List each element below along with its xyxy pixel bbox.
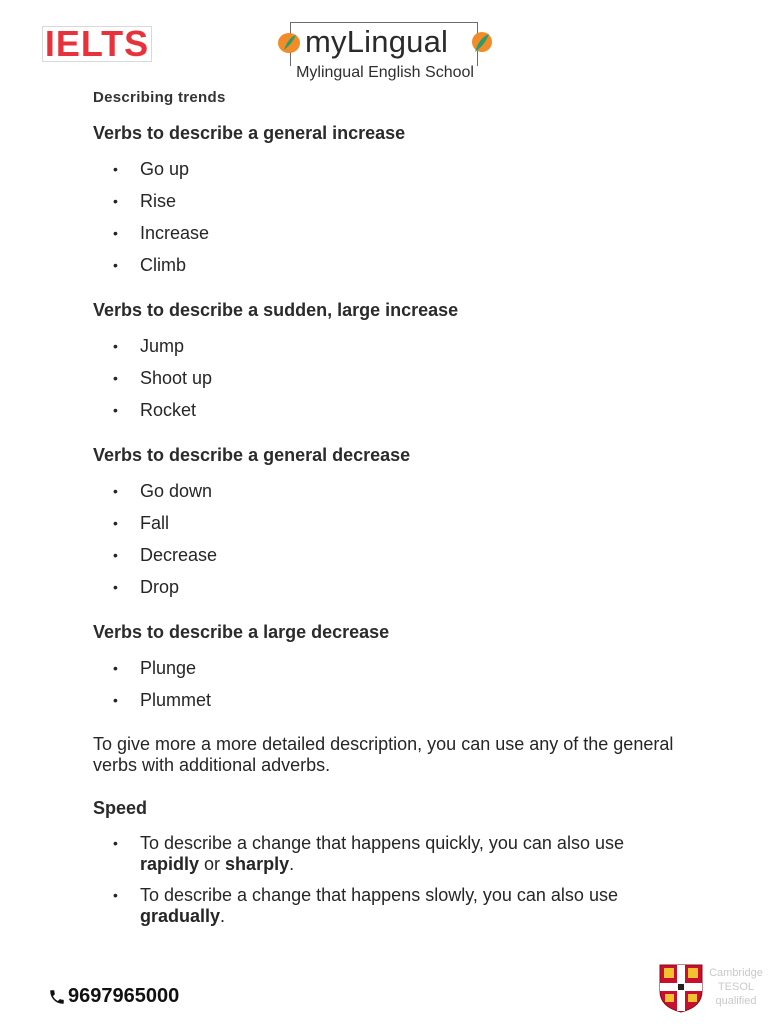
list-item: • Drop: [93, 576, 683, 608]
verb-list: [93, 158, 683, 286]
list-item: • Go down: [93, 480, 683, 512]
bold-term: sharply: [225, 854, 290, 874]
text-run: .: [289, 854, 295, 874]
list-item: • Rise: [93, 190, 683, 222]
speed-heading: Speed: [93, 798, 148, 818]
verb-list: [93, 335, 683, 431]
section-large-decrease: [93, 621, 683, 721]
brand-subtitle: Mylingual English School: [296, 64, 474, 81]
list-item: • Shoot up: [93, 367, 683, 399]
list-item: • Decrease: [93, 544, 683, 576]
section-heading: Verbs to describe a large decrease: [93, 622, 390, 642]
section-general-decrease: [93, 444, 683, 608]
section-heading: Verbs to describe a sudden, large increase: [93, 300, 459, 320]
brand-name: myLingual: [305, 24, 449, 59]
text-run: or: [199, 854, 226, 874]
text-run: To describe a change that happens quickly, you can also use: [140, 833, 624, 853]
bold-term: rapidly: [140, 854, 200, 874]
section-general-increase: [93, 122, 683, 286]
text-run: To describe a change that happens slowly, you can also use: [140, 885, 618, 905]
ielts-logo: IELTS: [42, 26, 152, 62]
text-run: .: [220, 906, 226, 926]
cambridge-crest-icon: [658, 963, 704, 1013]
phone-icon: [48, 988, 66, 1006]
phone-contact: [48, 985, 179, 1008]
section-heading: Verbs to describe a general increase: [93, 123, 406, 143]
list-item: • Rocket: [93, 399, 683, 431]
section-heading: Verbs to describe a general decrease: [93, 445, 411, 465]
list-item: • Go up: [93, 158, 683, 190]
phone-number: 9697965000: [68, 985, 180, 1007]
badge-line: qualified: [715, 995, 757, 1007]
verb-list: [93, 480, 683, 608]
list-item: • Plummet: [93, 689, 683, 721]
list-item: • Increase: [93, 222, 683, 254]
list-item: • Plunge: [93, 657, 683, 689]
list-item-slow: [93, 885, 640, 927]
list-item: • Fall: [93, 512, 683, 544]
cambridge-tesol-badge: [705, 966, 767, 1008]
document-label: Describing trends: [93, 89, 226, 106]
section-sudden-large-increase: [93, 299, 683, 431]
verb-list: [93, 657, 683, 721]
badge-line: TESOL: [717, 981, 755, 993]
list-item-quick: [93, 833, 640, 875]
badge-line: Cambridge: [709, 967, 763, 979]
brand-leaf-icon-right: [470, 30, 494, 56]
brand-leaf-icon-left: [276, 30, 302, 56]
speed-list: [93, 833, 683, 927]
list-item: • Jump: [93, 335, 683, 367]
intro-paragraph: To give more a more detailed description, you can use any of the general verbs with additional adverbs.: [93, 734, 674, 775]
bold-term: gradually: [140, 906, 221, 926]
document-body: [93, 122, 683, 937]
list-item: • Climb: [93, 254, 683, 286]
